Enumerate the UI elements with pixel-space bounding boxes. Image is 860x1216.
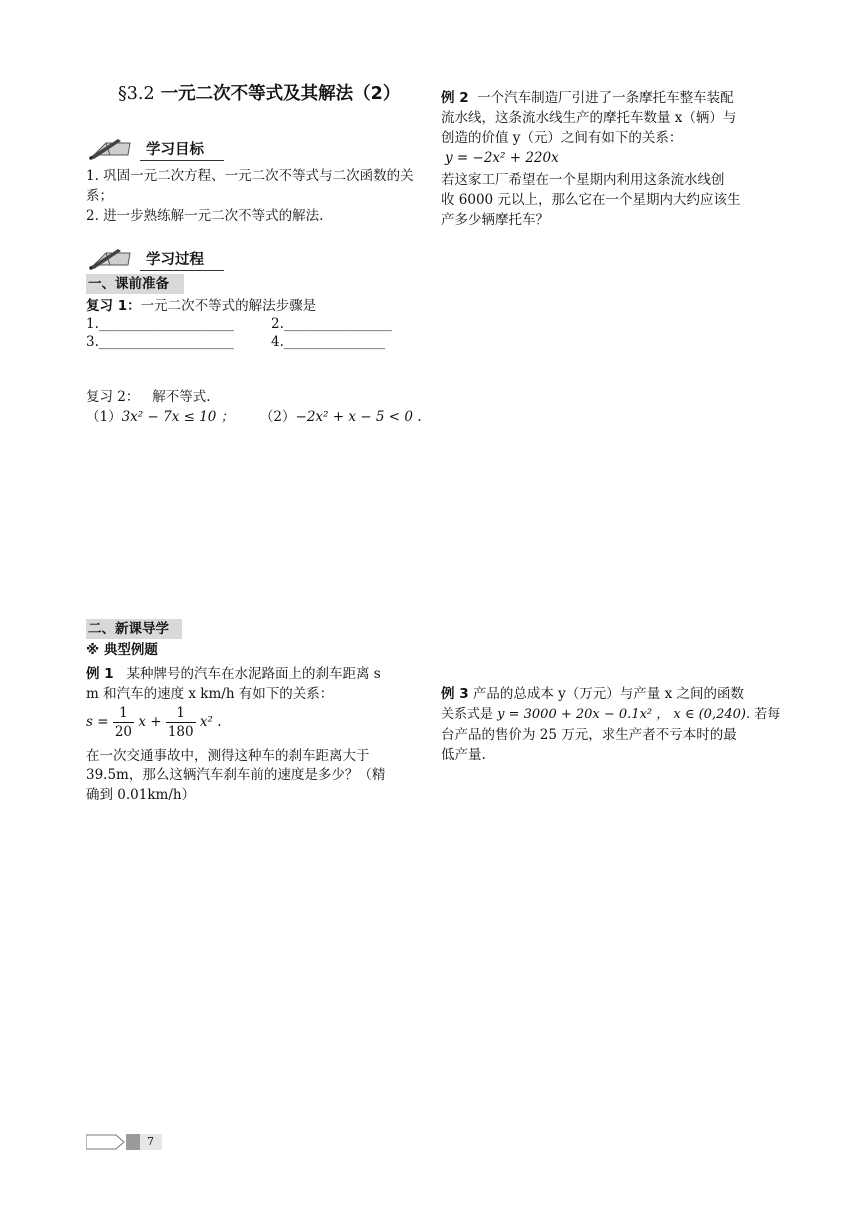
review1 [86,296,316,316]
example3-line3: 台产品的售价为 25 万元，求生产者不亏本时的最 [441,727,737,743]
frac-den: 20 [114,724,133,740]
fraction-1 [113,704,134,741]
title-text: 一元二次不等式及其解法（2） [160,84,401,104]
page-title [118,84,400,104]
review2 [86,387,211,407]
formula-term1: x + [138,714,162,730]
fraction-2 [166,704,196,741]
example3-text2a: 关系式是 [441,707,498,722]
blank-2: 2.________________ [271,316,392,332]
frac-den: 180 [167,724,194,740]
heading-underline [140,270,224,271]
goal-1: 1. 巩固一元二次方程、一元二次不等式与二次函数的关系； [86,168,414,204]
frac-num: 1 [113,704,134,723]
example3-label: 例 3 [441,686,469,702]
heading-goals-label: 学习目标 [146,142,204,158]
example1-formula [86,704,222,741]
heading-process-label: 学习过程 [146,252,204,268]
example2-line4: 若这家工厂希望在一个星期内利用这条流水线创 [441,172,725,188]
formula-lhs: s = [86,714,109,730]
example1-line1 [86,664,422,684]
item2-expr: −2x² + x − 5 < 0 . [295,409,422,425]
example1-line2: m 和汽车的速度 x km/h 有如下的关系： [86,686,334,702]
example3-text1: 产品的总成本 y（万元）与产量 x 之间的函数 [472,686,745,702]
blank-3: 3.____________________ [86,334,234,350]
example2-line1 [441,88,777,108]
pen-book-icon [88,135,138,161]
formula-term2: x² . [199,714,222,730]
typical-examples: ※ 典型例题 [86,642,158,658]
item1-expr: 3x² − 7x ≤ 10 ； [121,409,235,425]
pen-book-icon [88,245,138,271]
example1-line5: 确到 0.01km/h） [86,787,196,803]
example2-line6: 产多少辆摩托车？ [441,212,549,228]
goal-2: 2. 进一步熟练解一元二次不等式的解法. [86,208,324,224]
example1-line4: 39.5m，那么这辆汽车刹车前的速度是多少？（精 [86,767,386,783]
example3-line2 [441,705,780,725]
example2-label: 例 2 [441,90,469,106]
example2-line5: 收 6000 元以上，那么它在一个星期内大约应该生 [441,192,741,208]
example2-line3: 创造的价值 y（元）之间有如下的关系： [441,130,683,146]
section-number: §3.2 [118,84,155,104]
example2-text1: 一个汽车制造厂引进了一条摩托车整车装配 [477,90,734,106]
review1-label: 复习 1： [86,298,141,314]
example1-line3: 在一次交通事故中，测得这种车的刹车距离大于 [86,748,370,764]
item1-label: （1） [86,409,122,425]
heading-underline [140,160,224,161]
example1-text1: 某种牌号的汽车在水泥路面上的刹车距离 s [126,666,381,682]
example3-text2b: 若每 [750,707,781,722]
frac-num: 1 [166,704,196,723]
section-new: 二、新课导学 [86,619,182,639]
example2-line2: 流水线，这条流水线生产的摩托车数量 x（辆）与 [441,110,737,126]
example2-formula: y = −2x² + 220x [445,150,559,166]
review1-text: 一元二次不等式的解法步骤是 [140,298,317,314]
heading-process [88,245,224,271]
review2-items [86,407,422,427]
example3-line4: 低产量. [441,747,486,763]
review2-text: 解不等式. [152,389,211,405]
example3-formula: y = 3000 + 20x − 0.1x² ， x ∈ (0,240). [497,707,751,722]
page-footer [86,1133,164,1151]
blank-4: 4._______________ [271,334,386,350]
example1-label: 例 1 [86,666,114,682]
heading-goals [88,135,224,161]
section-prep: 一、课前准备 [86,274,184,294]
item2-label: （2） [259,409,296,425]
page-number: 7 [147,1135,154,1148]
blank-1: 1.____________________ [86,316,234,332]
review2-label: 复习 2： [86,389,140,405]
example3-line1 [441,684,777,704]
